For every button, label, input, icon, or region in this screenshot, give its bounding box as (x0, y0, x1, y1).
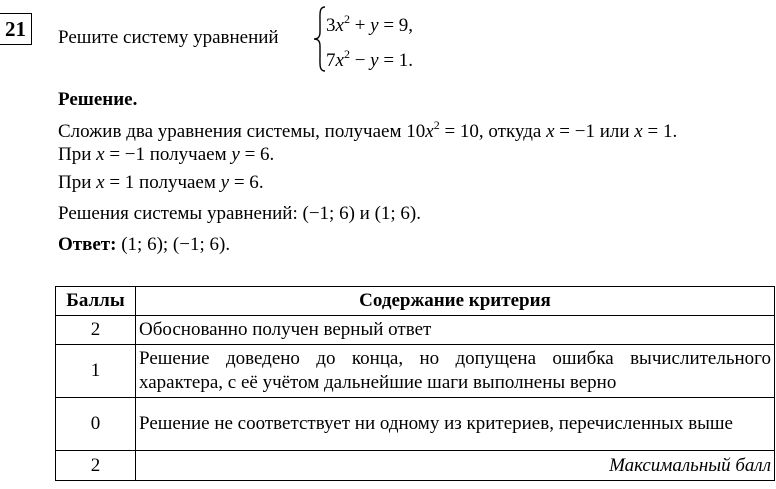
table-row (56, 398, 775, 451)
task-text: Решите систему уравнений (58, 27, 279, 48)
header-score: Баллы (56, 287, 136, 316)
equation-2: $7x^2 - y = 1$. (326, 47, 414, 71)
table-row (56, 316, 775, 345)
answer-value: (1; 6); (−1; 6). (116, 234, 231, 255)
row-criterion: Решение доведено до конца, но допущена ошибка вычислительного характера, с её учётом дальнейшие шаги выполнены верно (136, 345, 775, 398)
equation-system (313, 4, 453, 74)
row-score: 2 (56, 316, 136, 345)
solution-line-4: Решения системы уравнений: (−1; 6) и (1; 6). (58, 203, 422, 224)
row-score: 2 (56, 451, 136, 481)
max-score-label: Максимальный балл (136, 451, 775, 481)
table-row (56, 345, 775, 398)
solution-line-1: Сложив два уравнения системы, получаем $10x^2 = 10$, откуда x = −1 или x = 1. (58, 118, 678, 142)
row-score: 1 (56, 345, 136, 398)
answer-line (58, 234, 230, 256)
row-score: 0 (56, 398, 136, 451)
solution-line-2: При x = −1 получаем y = 6. (58, 144, 275, 165)
solution-line-3: При x = 1 получаем y = 6. (58, 172, 264, 193)
answer-label: Ответ: (58, 234, 117, 255)
row-criterion: Решение не соответствует ни одному из критериев, перечисленных выше (136, 398, 775, 451)
problem-number: 21 (0, 13, 32, 45)
equation-1: $3x^2 + y = 9$, (326, 12, 414, 36)
header-content: Содержание критерия (136, 287, 775, 316)
table-row (56, 451, 775, 481)
row-criterion: Обоснованно получен верный ответ (136, 316, 775, 345)
solution-heading: Решение. (58, 89, 138, 110)
criteria-header-row (56, 287, 775, 316)
criteria-table (55, 286, 775, 481)
brace-icon (313, 4, 327, 74)
